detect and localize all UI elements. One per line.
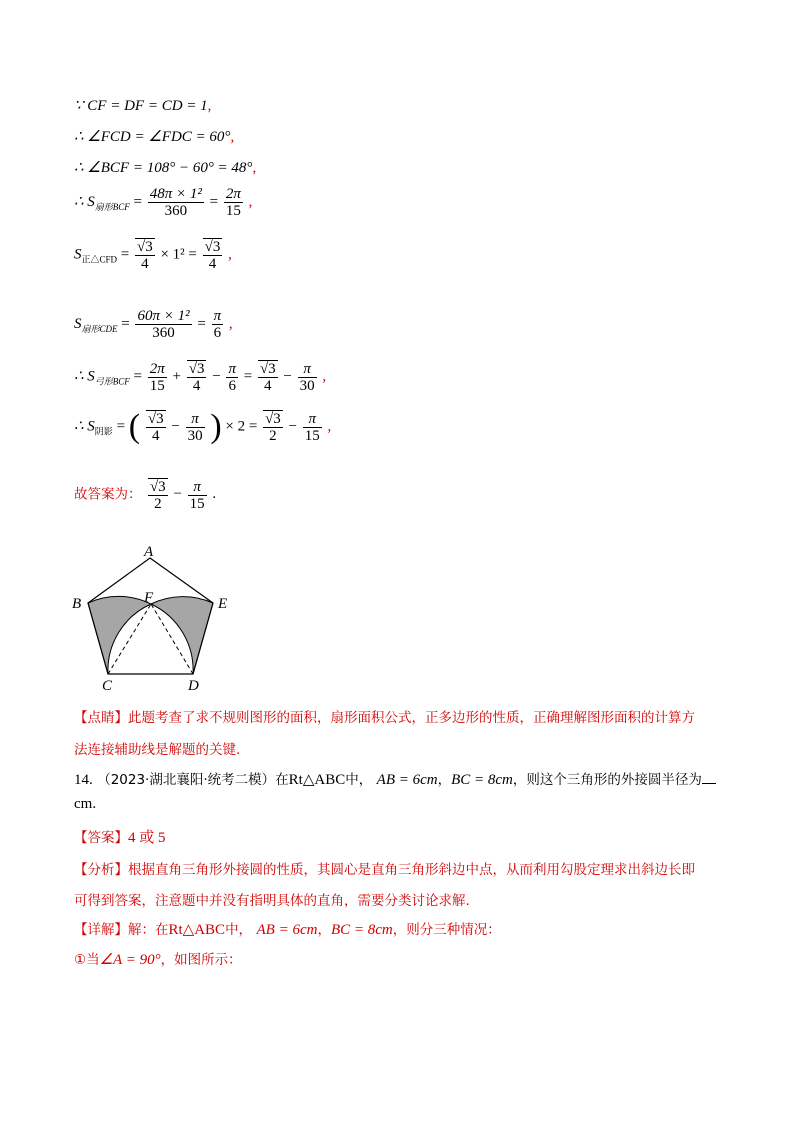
analysis-line1: 【分析】根据直角三角形外接圆的性质，其圆心是直角三角形斜边中点，从而利用勾股定理求出斜边长即: [74, 862, 695, 878]
analysis-line2: 可得到答案，注意题中并没有指明具体的直角，需要分类讨论求解.: [74, 893, 470, 909]
answer-14: 【答案】4 或 5: [74, 830, 166, 846]
case1-line: ①当∠A = 90°，如图所示：: [74, 952, 242, 968]
answer-line: 故答案为： $\frac{√3}{2}$ − $\frac{\pi}{15}$ .: [74, 478, 217, 512]
label-d: D: [188, 678, 199, 690]
pentagon-figure: [60, 540, 240, 690]
step-shaded-area: ∴ $S_{阴影}$ = ( $\frac{√3}{4}$ − $\frac{\pi}{30}$ ) × 2 = $\frac{√3}{2}$ − $\frac{\pi}{15}$ ,: [74, 408, 332, 445]
label-a: A: [144, 544, 154, 560]
step-angle-fcd: ∴ ∠FCD = ∠FDC = 60°,: [74, 129, 235, 145]
label-f: F: [144, 590, 154, 606]
question-14: 14. （2023·湖北襄阳·统考二模）在Rt△ABC中， AB = 6cm，BC = 8cm，则这个三角形的外接圆半径为: [74, 768, 716, 789]
question-14-unit: cm.: [74, 796, 97, 812]
comment-line1: 【点睛】此题考查了求不规则图形的面积，扇形面积公式，正多边形的性质，正确理解图形面积的计算方: [74, 710, 695, 726]
label-e: E: [218, 596, 228, 612]
label-b: B: [72, 596, 82, 612]
comment-line2: 法连接辅助线是解题的关键.: [74, 742, 241, 758]
step-segment-bcf: ∴ $S_{弓形BCF}$ = $\frac{2\pi}{15}$ + $\frac{√3}{4}$ − $\frac{\pi}{6}$ = $\frac{√3}{4}$ − $\frac{\pi}{30}$ ,: [74, 360, 327, 394]
step-cf-df-cd: ∵ CF = DF = CD = 1,: [74, 98, 212, 114]
step-triangle-cfd: $S_{正\triangle CFD}$ = $\frac{√3}{4}$ × 1² = $\frac{√3}{4}$ ,: [74, 239, 232, 272]
step-angle-bcf: ∴ ∠BCF = 108° − 60° = 48°,: [74, 160, 257, 176]
step-sector-cde: $S_{扇形CDE}$ = $\frac{\text{60π × 1²}}{360}$ = $\frac{\pi}{6}$ ,: [74, 308, 233, 341]
detail-line: 【详解】解：在Rt△ABC中， AB = 6cm，BC = 8cm，则分三种情况：: [74, 922, 501, 938]
label-c: C: [102, 678, 113, 690]
step-sector-bcf: ∴ $S_{扇形BCF}$ = $\frac{\text{48π × 1²}}{360}$ = $\frac{2\pi}{15}$ ,: [74, 186, 253, 219]
